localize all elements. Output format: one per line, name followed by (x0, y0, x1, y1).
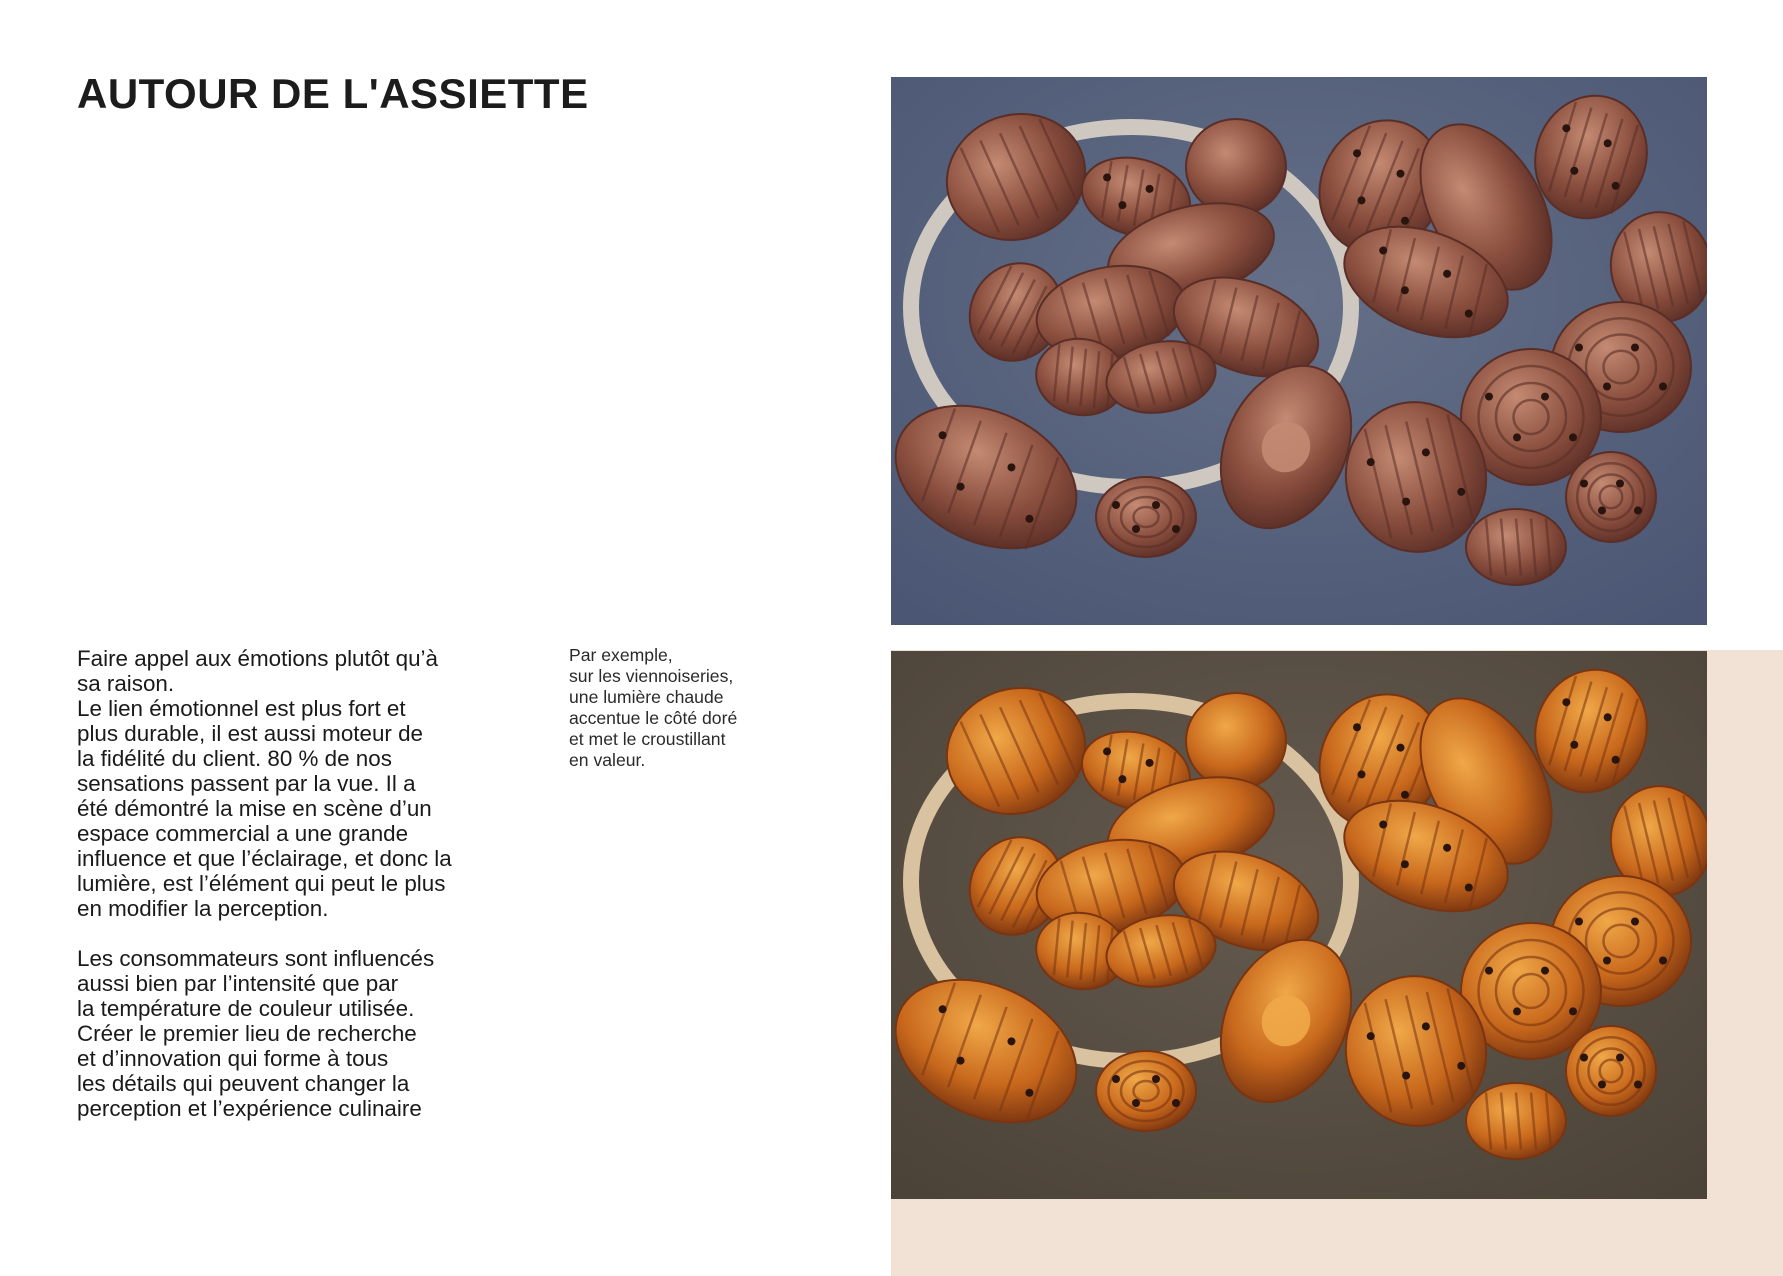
pastry-illustration (891, 77, 1707, 625)
body-line: la fidélité du client. 80 % de nos (77, 746, 392, 771)
caption-line: Par exemple, (569, 645, 673, 665)
body-line: Les consommateurs sont influencés (77, 946, 435, 971)
body-line: Faire appel aux émotions plutôt qu’à (77, 646, 438, 671)
body-line: la température de couleur utilisée. (77, 996, 415, 1021)
page-title: AUTOUR DE L'ASSIETTE (77, 70, 589, 117)
pastry-chausson (1466, 1083, 1566, 1159)
pastry-brioche (1186, 693, 1286, 789)
caption-line: et met le croustillant (569, 729, 726, 749)
pastry-swirl (1096, 477, 1196, 557)
body-line: été démontré la mise en scène d’un (77, 796, 432, 821)
body-line: sensations passent par la vue. Il a (77, 771, 416, 796)
body-line: espace commercial a une grande (77, 821, 409, 846)
body-line: sa raison. (77, 671, 175, 696)
body-line: Le lien émotionnel est plus fort et (77, 696, 406, 721)
pastry-swirl (1566, 1026, 1656, 1116)
body-line: plus durable, il est aussi moteur de (77, 721, 423, 746)
pastry-swirl (1096, 1051, 1196, 1131)
body-text (77, 646, 497, 1121)
caption-line: en valeur. (569, 750, 646, 770)
pastry-chausson (1466, 509, 1566, 585)
paragraph-gap (77, 921, 497, 946)
body-line: lumière, est l’élément qui peut le plus (77, 871, 446, 896)
pastry-swirl (1566, 452, 1656, 542)
body-line: les détails qui peuvent changer la (77, 1071, 410, 1096)
pastry-brioche (1186, 119, 1286, 215)
body-line: Créer le premier lieu de recherche (77, 1021, 417, 1046)
pastry-photo-warm-light (891, 651, 1707, 1199)
caption-line: une lumière chaude (569, 687, 724, 707)
caption-line: sur les viennoiseries, (569, 666, 734, 686)
pastry-illustration (891, 651, 1707, 1199)
body-line: influence et que l’éclairage, et donc la (77, 846, 452, 871)
body-line: perception et l’expérience culinaire (77, 1096, 422, 1121)
body-line: en modifier la perception. (77, 896, 329, 921)
pastry-photo-cool-light (891, 77, 1707, 625)
body-line: et d’innovation qui forme à tous (77, 1046, 389, 1071)
caption-line: accentue le côté doré (569, 708, 738, 728)
caption (569, 645, 737, 771)
body-line: aussi bien par l’intensité que par (77, 971, 399, 996)
